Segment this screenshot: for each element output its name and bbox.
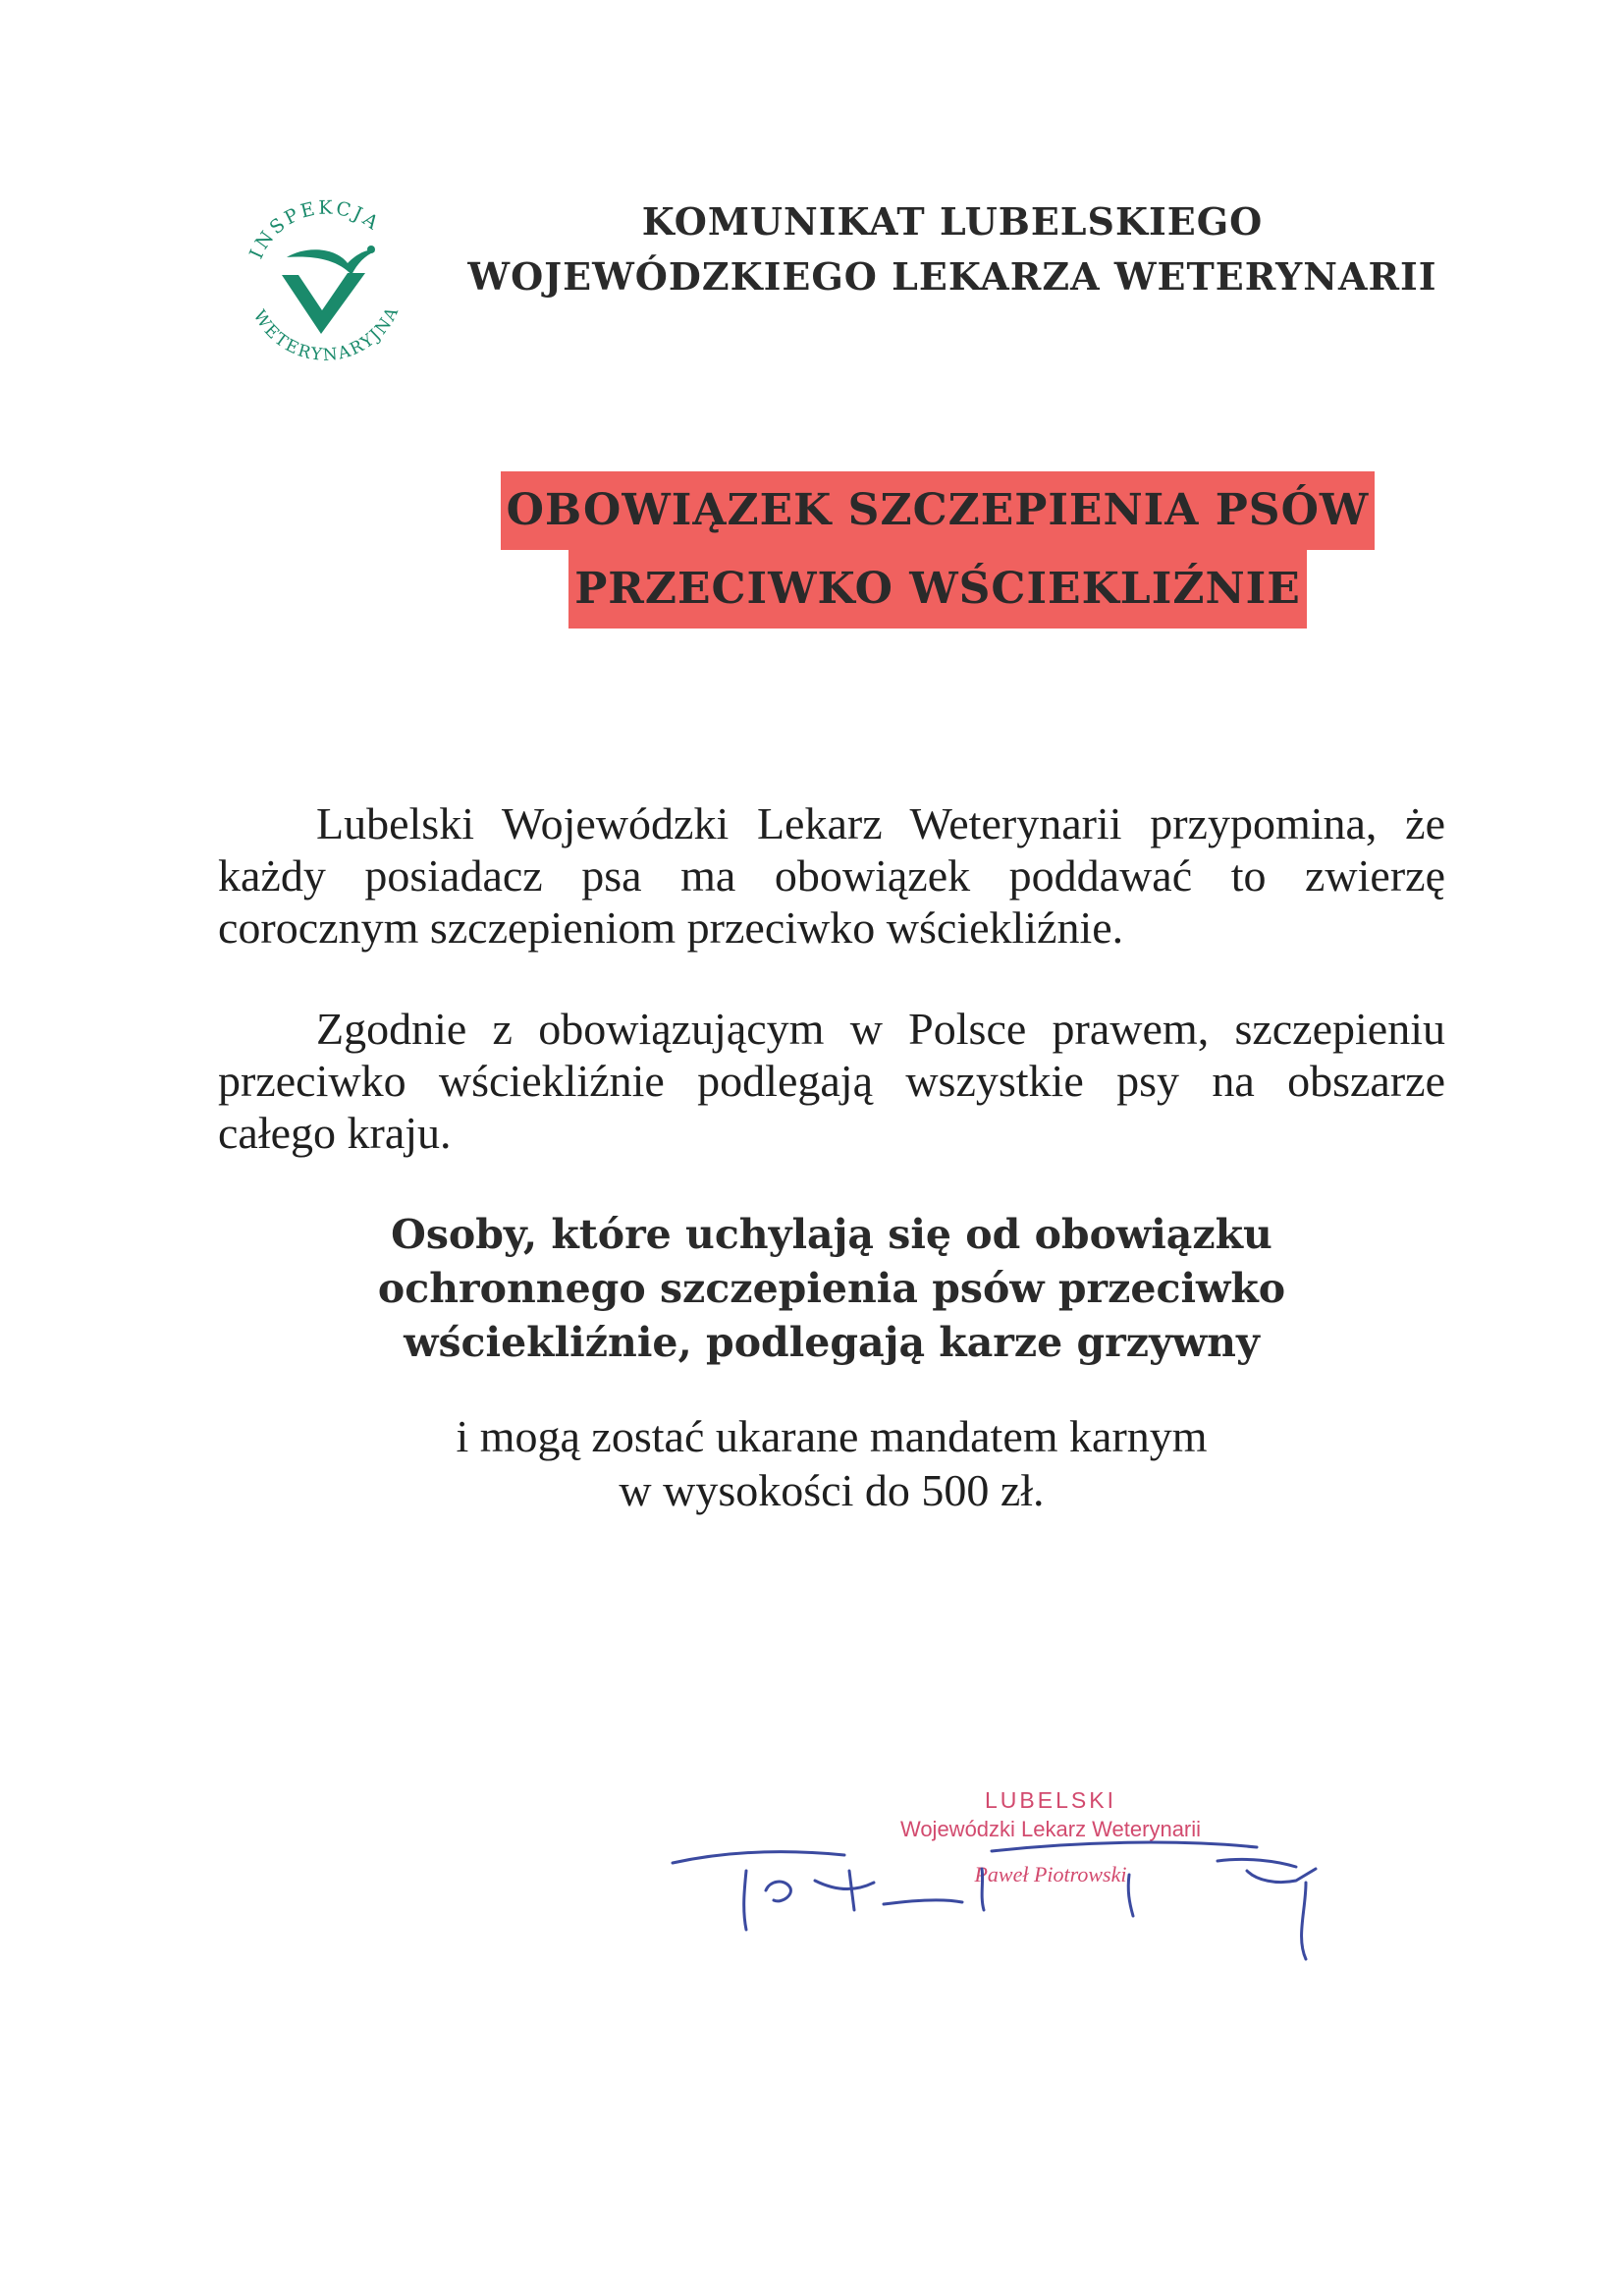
document-body	[218, 797, 1445, 1517]
stamp-name: Paweł Piotrowski	[974, 1862, 1127, 1886]
fine-line-2: w wysokości do 500 zł.	[619, 1465, 1045, 1515]
stamp-line-2: Wojewódzki Lekarz Weterynarii	[899, 1817, 1202, 1841]
title-banner	[432, 471, 1443, 629]
header-line-2: WOJEWÓDZKIEGO LEKARZA WETERYNARII	[467, 254, 1437, 299]
logo-emblem-icon	[228, 187, 424, 393]
handwritten-signature	[668, 1822, 1414, 1979]
logo-top-text: INSPEKCJA	[245, 196, 385, 262]
fine-line-1: i mogą zostać ukarane mandatem karnym	[456, 1411, 1208, 1461]
stamp-line-1: LUBELSKI	[985, 1787, 1116, 1813]
penalty-notice: Osoby, które uchylają się od obowiązku ochronnego szczepienia psów przeciwko wściekliźnie, podlegają karze grzywny	[377, 1211, 1286, 1366]
document-header	[432, 194, 1473, 304]
paragraph-reminder: Lubelski Wojewódzki Lekarz Weterynarii przypomina, że każdy posiadacz psa ma obowiązek poddawać to zwierzę corocznym szczepieniom przeciwko wściekliźnie.	[218, 798, 1445, 953]
fine-info	[218, 1409, 1445, 1517]
signature-scribble-icon	[668, 1822, 1414, 1979]
header-line-1: KOMUNIKAT LUBELSKIEGO	[641, 199, 1264, 244]
paragraph-law: Zgodnie z obowiązującym w Polsce prawem, szczepieniu przeciwko wściekliźnie podlegają wszystkie psy na obszarze całego kraju.	[218, 1004, 1445, 1158]
logo-bottom-text: WETERYNARYJNA	[248, 302, 404, 366]
title-line-2: PRZECIWKO WŚCIEKLIŹNIE	[568, 550, 1307, 629]
title-line-1: OBOWIĄZEK SZCZEPIENIA PSÓW	[501, 471, 1376, 550]
veterinary-inspection-logo	[228, 187, 424, 393]
